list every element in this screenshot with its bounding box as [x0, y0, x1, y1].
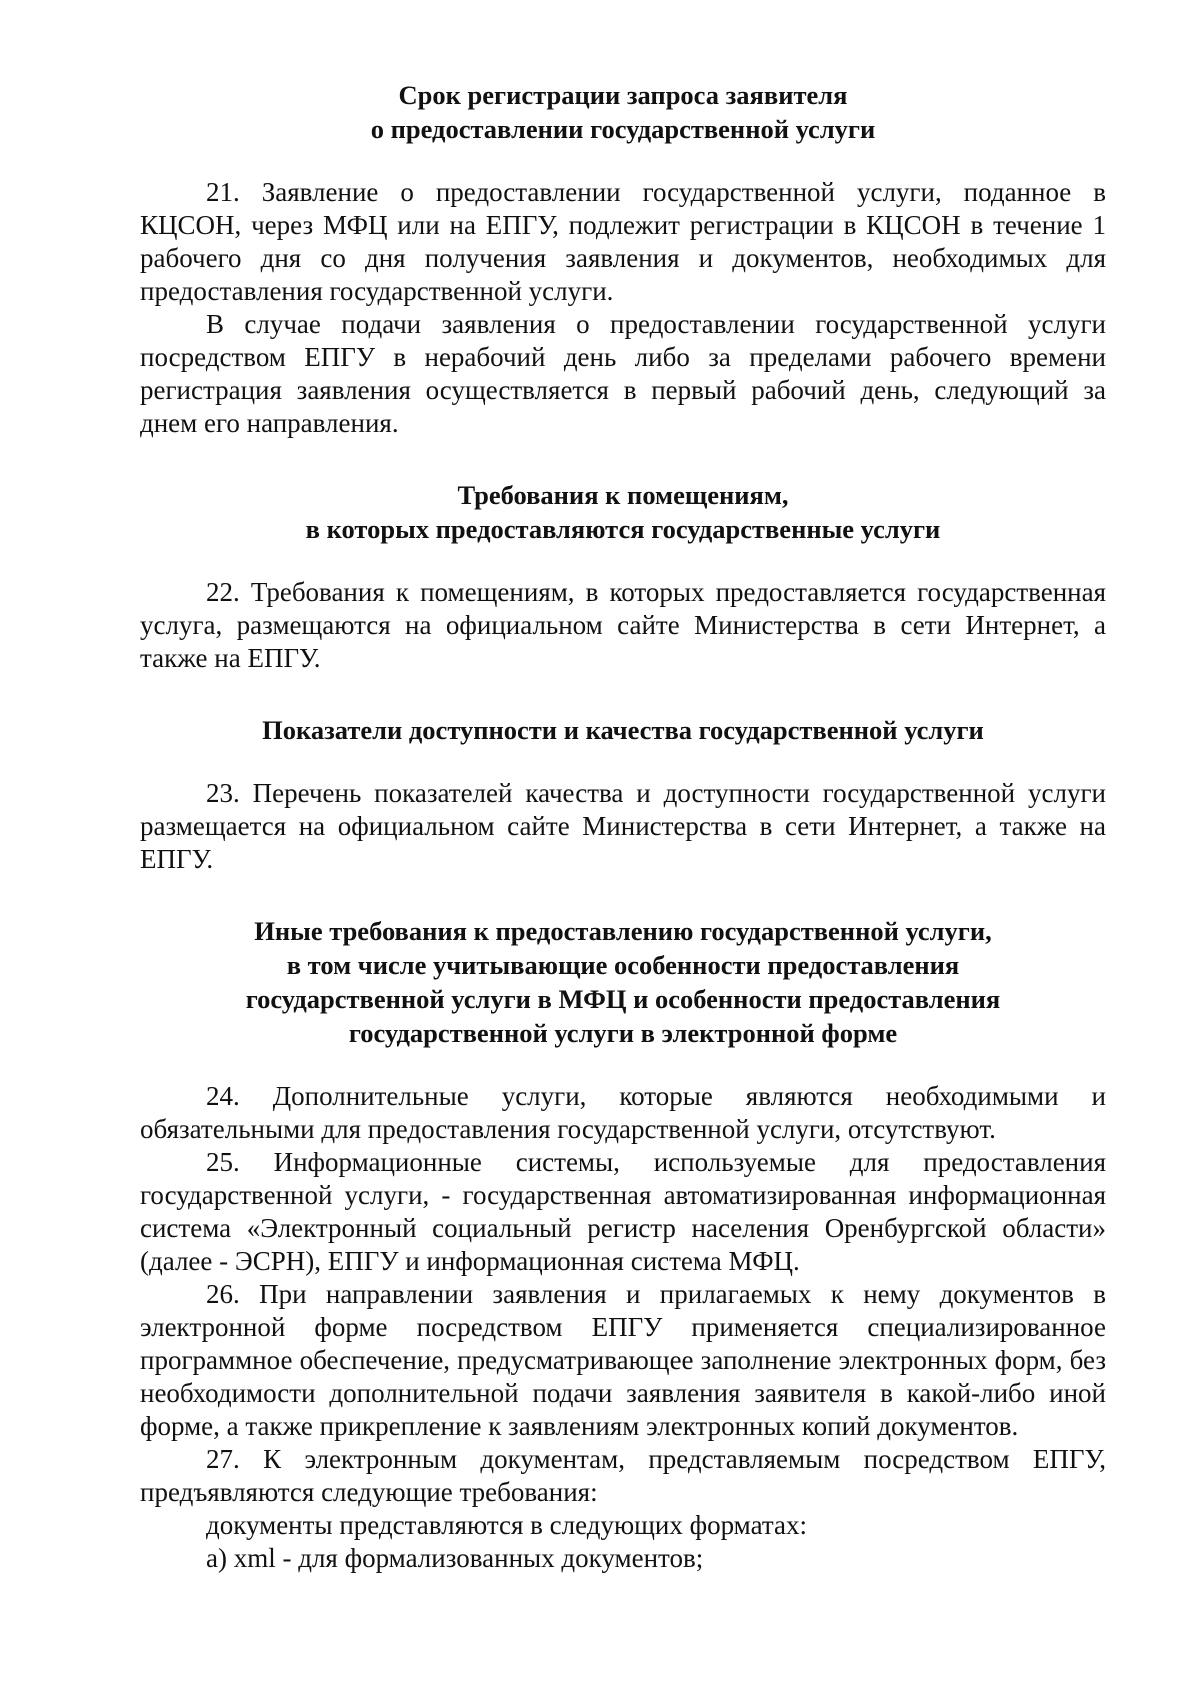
paragraph-22: 22. Требования к помещениям, в которых предоставляется государственная услуга, размещаются на официальном сайте Министерства в сети Интернет, а также на ЕПГУ.	[140, 577, 1106, 673]
paragraph-21-continued: В случае подачи заявления о предоставлении государственной услуги посредством ЕПГУ в нерабочий день либо за пределами рабочего времени регистрация заявления осуществляется в первый рабочий день, следующий за днем его направления.	[140, 309, 1106, 438]
paragraph-27: 27. К электронным документам, представляемым посредством ЕПГУ, предъявляются следующие требования:	[140, 1444, 1106, 1507]
heading-line: Показатели доступности и качества государственной услуги	[262, 715, 984, 745]
heading-line: государственной услуги в электронной форме	[348, 1018, 898, 1048]
document-body	[140, 78, 1106, 1575]
heading-line: Требования к помещениям,	[457, 480, 789, 510]
heading-line: Иные требования к предоставлению государственной услуги,	[254, 916, 992, 946]
heading-line: о предоставлении государственной услуги	[370, 114, 876, 144]
heading-line: в том числе учитывающие особенности предоставления	[286, 950, 960, 980]
paragraph-21: 21. Заявление о предоставлении государственной услуги, поданное в КЦСОН, через МФЦ или на ЕПГУ, подлежит регистрации в КЦСОН в течение 1 рабочего дня со дня получения заявления и документов, необходимых для предоставления государственной услуги.	[140, 177, 1106, 306]
paragraph-27-formats: документы представляются в следующих форматах:	[206, 1510, 807, 1540]
section-heading-other-requirements	[140, 914, 1106, 1050]
paragraph-24: 24. Дополнительные услуги, которые являются необходимыми и обязательными для предоставления государственной услуги, отсутствуют.	[140, 1081, 1106, 1144]
heading-line: государственной услуги в МФЦ и особенности предоставления	[245, 984, 1001, 1014]
section-heading-quality-indicators	[140, 713, 1106, 747]
paragraph-25: 25. Информационные системы, используемые для предоставления государственной услуги, - государственная автоматизированная информационная система «Электронный социальный регистр населения Оренбургской области» (далее - ЭСРН), ЕПГУ и информационная система МФЦ.	[140, 1147, 1106, 1276]
section-heading-premises	[140, 478, 1106, 546]
section-heading-registration-term	[140, 78, 1106, 146]
paragraph-27-item-a: а) xml - для формализованных документов;	[206, 1543, 704, 1573]
heading-line: Срок регистрации запроса заявителя	[398, 80, 848, 110]
paragraph-26: 26. При направлении заявления и прилагаемых к нему документов в электронной форме посредством ЕПГУ применяется специализированное программное обеспечение, предусматривающее заполнение электронных форм, без необходимости дополнительной подачи заявления заявителя в какой-либо иной форме, а также прикрепление к заявлениям электронных копий документов.	[140, 1279, 1106, 1441]
paragraph-23: 23. Перечень показателей качества и доступности государственной услуги размещается на официальном сайте Министерства в сети Интернет, а также на ЕПГУ.	[140, 778, 1106, 874]
heading-line: в которых предоставляются государственные услуги	[305, 514, 941, 544]
